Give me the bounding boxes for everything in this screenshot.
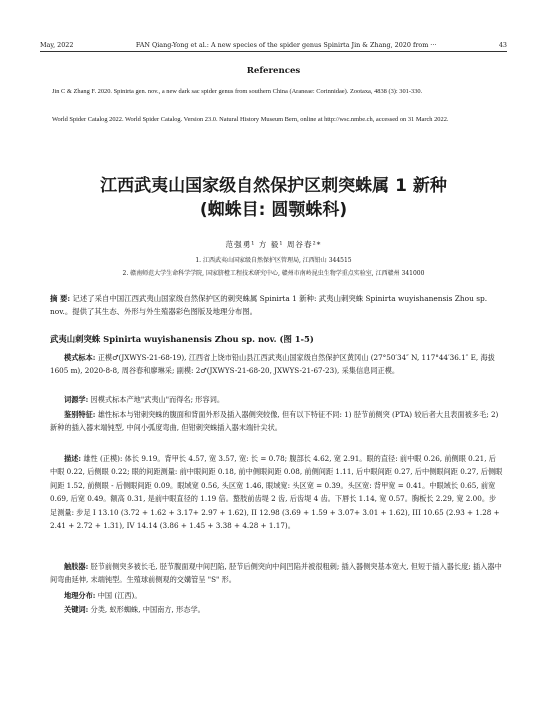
section-label: 描述:	[64, 454, 82, 463]
section-label: 模式标本:	[64, 353, 96, 362]
section-diagnosis	[50, 408, 503, 435]
running-head-date: May, 2022	[40, 41, 74, 49]
section-label: 鉴别特征:	[64, 410, 96, 419]
section-label: 触肢器:	[64, 562, 89, 571]
section-text: 雄性标本与钳刺突蛛的腹面和背面外形及插入器侧突较像, 但有以下特征不同: 1) 胫节前侧突 (PTA) 较后者大且表面被多毛; 2) 新种的插入器末端钝型, 中间小弧度弯曲, 但钳刺突蛛插入器末端针尖状。	[50, 410, 499, 433]
section-type-material	[50, 351, 503, 378]
reference-item: Jin C & Zhang F. 2020. Spinirta gen. nov., a new dark sac spider genus from southern China (Araneae: Corinnidae). Zootaxa, 4838 (3): 301-330.	[52, 88, 423, 95]
references-heading: References	[246, 66, 301, 76]
section-text: 因模式标本产地"武夷山"而得名; 形容词。	[90, 395, 225, 404]
section-text: 正模♂(JXWYS-21-68-19), 江西省上饶市铅山县江西武夷山国家级自然保护区黄冈山 (27°50′34″ N, 117°44′36.1″ E, 海拔 1605 m), 2020-8-8, 周谷春和廖琳采; 副模: 2♂(JXWYS-21-68-20, JXWYS-21-67-23), 采集信息同正模。	[50, 353, 495, 376]
running-head	[40, 37, 507, 49]
section-label: 词源学:	[64, 395, 89, 404]
abstract	[50, 292, 503, 318]
section-label: 地理分布:	[64, 591, 96, 600]
article-title-line-1: 江西武夷山国家级自然保护区刺突蛛属 1 新种	[100, 176, 447, 196]
running-head-title: FAN Qiang-Yong et al.: A new species of the spider genus Spinirta Jin & Zhang, 2020 from ···	[135, 41, 437, 49]
reference-item: World Spider Catalog 2022. World Spider Catalog. Version 23.0. Natural History Museum Bern, online at http://wsc.nmbe.ch, accessed on 31 March 2022.	[52, 116, 449, 123]
section-text: 胫节前侧突多被长毛, 胫节腹面观中间凹陷, 胫节后侧突向中间凹陷并被很粗刺; 插入器侧突基本宽大, 但短于插入器长度; 插入器中间弯曲延伸, 末端钝型。生殖球前侧观的交媾管呈 "S" 形。	[50, 562, 502, 585]
author-list: 范强勇¹ 方 毅¹ 周谷春²*	[225, 240, 322, 249]
affiliation: 1. 江西武夷山国家级自然保护区管理局, 江西铅山 344515	[195, 257, 352, 264]
section-label: 关键词:	[64, 605, 89, 614]
section-keywords	[50, 603, 503, 616]
section-text: 雄性 (正模): 体长 9.19。背甲长 4.57, 宽 3.57, 宽: 长 = 0.78; 腹部长 4.62, 宽 2.91。眼的直径: 前中眼 0.26, 前侧眼 0.21, 后中眼 0.22, 后侧眼 0.22; 眼的间距测量: 前中眼间距 0.18, 前中侧眼间距 0.08, 前侧间距 1.11, 后中眼间距 0.27, 后中侧眼间距 0.27, 后侧眼间距 1.52, 前侧眼 - 后侧眼间距 0.09。眼域宽 0.56, 头区宽 1.46, 眼域宽: 头区宽 = 0.39。头区宽: 背甲宽 = 0.41。中眼域长 0.65, 前宽 0.69, 后宽 0.49。额高 0.31, 是前中眼直径的 1.19 倍。螯肢前齿堤 2 齿, 后齿堤 4 齿。下唇长 1.14, 宽 0.57。胸板长 2.29, 宽 2.00。步足测量: 步足 I 13.10 (3.72 + 1.62 + 3.17+ 2.97 + 1.62), II 12.98 (3.69 + 1.59 + 3.07+ 3.01 + 1.62), III 10.65 (2.93 + 1.28 + 2.41 + 2.72 + 1.31), IV 14.14 (3.86 + 1.45 + 3.38 + 4.28 + 1.17)。	[50, 454, 503, 531]
article-title-line-2: (蜘蛛目: 圆颚蛛科)	[199, 200, 348, 220]
species-heading: 武夷山刺突蛛 Spinirta wuyishanensis Zhou sp. nov. (图 1-5)	[50, 334, 314, 344]
section-etymology	[50, 393, 503, 406]
header-rule	[40, 51, 507, 52]
affiliation: 2. 赣南师范大学生命科学学院, 国家脐橙工程技术研究中心, 赣州市南岭昆虫生物学重点实验室, 江西赣州 341000	[122, 270, 425, 277]
abstract-label: 摘 要:	[50, 294, 71, 303]
section-description	[50, 452, 503, 532]
page-number: 43	[498, 41, 507, 49]
section-distribution	[50, 589, 503, 602]
section-text: 分类, 蚁形蜘蛛, 中国南方, 形态学。	[90, 605, 205, 614]
section-text: 中国 (江西)。	[97, 591, 142, 600]
abstract-text: 记述了采自中国江西武夷山国家级自然保护区的刺突蛛属 Spinirta 1 新种: 武夷山刺突蛛 Spinirta wuyishanensis Zhou sp. nov.。提供了其生态、外形与外生殖器彩色图版及地理分布图。	[50, 294, 488, 316]
section-palp	[50, 560, 503, 587]
